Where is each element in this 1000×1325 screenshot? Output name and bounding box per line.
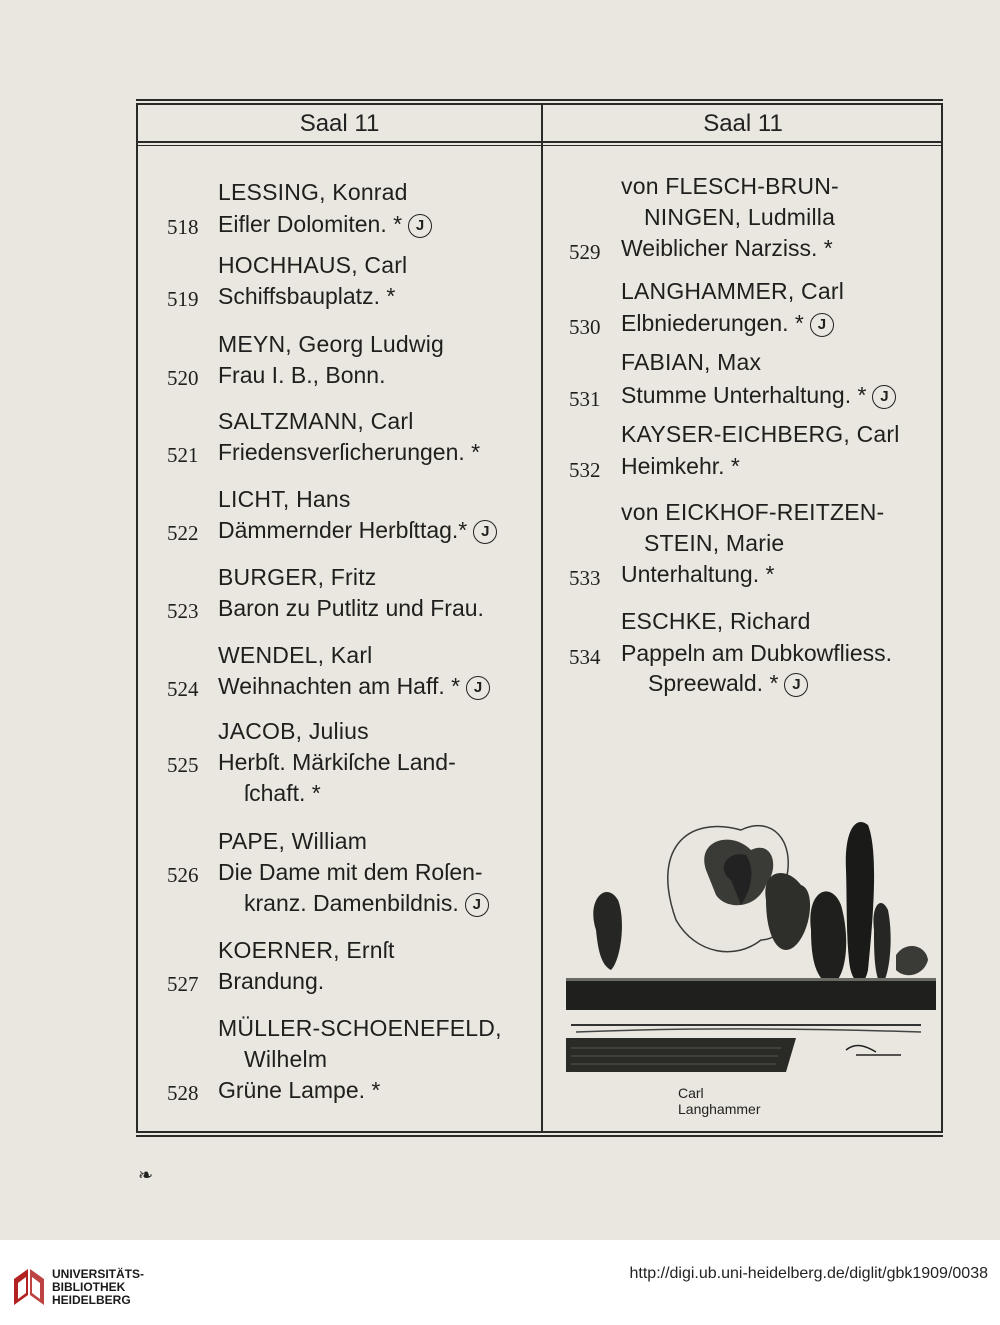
left-hall-heading: Saal 11 bbox=[299, 110, 380, 137]
j-mark-icon: J bbox=[466, 676, 490, 700]
poplar-tree bbox=[873, 903, 890, 985]
tree-crown bbox=[765, 873, 810, 950]
catalog-number: 520 bbox=[167, 366, 199, 390]
treeline-band bbox=[566, 980, 936, 1010]
artwork-title: Frau I. B., Bonn. bbox=[218, 362, 386, 388]
artwork-title: Herbſt. Märkiſche Land- bbox=[218, 749, 456, 775]
catalog-number: 529 bbox=[569, 240, 601, 264]
artist-signature-mark bbox=[846, 1046, 901, 1055]
landscape-illustration bbox=[556, 810, 936, 1080]
tree-left bbox=[593, 892, 622, 970]
catalog-number: 531 bbox=[569, 387, 601, 411]
artwork-title: Pappeln am Dubkowfliess. bbox=[621, 640, 893, 666]
artist-name: KAYSER-EICHBERG, Carl bbox=[621, 421, 900, 447]
artwork-title bbox=[621, 382, 896, 409]
catalog-number: 524 bbox=[167, 677, 199, 701]
catalog-number: 528 bbox=[167, 1081, 199, 1105]
illustration-ground bbox=[566, 978, 936, 1072]
artist-name: MÜLLER-SCHOENEFELD, bbox=[218, 1015, 502, 1041]
j-mark-icon: J bbox=[408, 214, 432, 238]
artwork-title bbox=[218, 211, 432, 238]
artist-name: MEYN, Georg Ludwig bbox=[218, 331, 445, 357]
header-rule bbox=[138, 141, 941, 143]
artist-name: ESCHKE, Richard bbox=[621, 608, 811, 634]
artwork-title bbox=[218, 673, 490, 700]
artist-name-continued: NINGEN, Ludmilla bbox=[644, 204, 836, 230]
header-rule-thin bbox=[138, 145, 941, 146]
catalog-number: 533 bbox=[569, 566, 601, 590]
catalog-number: 527 bbox=[167, 972, 199, 996]
catalog-number: 523 bbox=[167, 599, 199, 623]
artist-name: BURGER, Fritz bbox=[218, 564, 377, 590]
artwork-title-text: Eifler Dolomiten. * bbox=[218, 211, 403, 237]
artwork-title: Weiblicher Narziss. * bbox=[621, 235, 833, 261]
catalog-number: 521 bbox=[167, 443, 199, 467]
artwork-title-text: Elbniederungen. * bbox=[621, 310, 804, 336]
artwork-title-text: Stumme Unterhaltung. * bbox=[621, 382, 867, 408]
j-mark-icon: J bbox=[872, 385, 896, 409]
catalog-number: 525 bbox=[167, 753, 199, 777]
artist-name-continued: Wilhelm bbox=[244, 1046, 328, 1072]
artist-name: HOCHHAUS, Carl bbox=[218, 252, 408, 278]
bottom-rule bbox=[136, 1135, 943, 1137]
artist-name-continued: STEIN, Marie bbox=[644, 530, 785, 556]
artwork-title bbox=[621, 310, 834, 337]
j-mark-icon: J bbox=[784, 673, 808, 697]
artwork-title bbox=[218, 517, 497, 544]
catalog-table bbox=[136, 103, 943, 1133]
illustration-caption: Carl Langhammer bbox=[678, 1085, 761, 1117]
catalog-number: 534 bbox=[569, 645, 601, 669]
artwork-title: Brandung. bbox=[218, 968, 325, 994]
artwork-title: Die Dame mit dem Roſen- bbox=[218, 859, 483, 885]
water-line bbox=[576, 1029, 921, 1032]
ornament-icon: ❧ bbox=[138, 1165, 154, 1186]
library-name bbox=[52, 1268, 144, 1307]
artist-name: PAPE, William bbox=[218, 828, 368, 854]
artwork-title: Friedensverſicherungen. * bbox=[218, 439, 481, 465]
j-mark-icon: J bbox=[465, 893, 489, 917]
artwork-title-text: kranz. Damenbildnis. bbox=[244, 890, 459, 916]
column-divider bbox=[541, 105, 543, 1131]
artist-name: FABIAN, Max bbox=[621, 349, 762, 375]
foreground-field bbox=[566, 1038, 796, 1072]
library-line: HEIDELBERG bbox=[52, 1293, 131, 1307]
horizon bbox=[566, 978, 936, 981]
artist-name: KOERNER, Ernſt bbox=[218, 937, 395, 963]
artwork-title-text: Spreewald. * bbox=[648, 670, 779, 696]
artwork-title: Baron zu Putlitz und Frau. bbox=[218, 595, 484, 621]
artwork-title-continued: ſchaft. * bbox=[244, 780, 321, 806]
artist-name: WENDEL, Karl bbox=[218, 642, 373, 668]
artist-name: JACOB, Julius bbox=[218, 718, 369, 744]
library-line: UNIVERSITÄTS- bbox=[52, 1267, 145, 1281]
bush bbox=[896, 946, 928, 975]
artist-name: LICHT, Hans bbox=[218, 486, 351, 512]
artwork-title-continued bbox=[648, 670, 808, 697]
catalog-number: 518 bbox=[167, 215, 199, 239]
poplar-tree bbox=[810, 891, 846, 985]
artwork-title-continued bbox=[244, 890, 489, 917]
artwork-title: Heimkehr. * bbox=[621, 453, 740, 479]
right-hall-heading: Saal 11 bbox=[703, 110, 783, 137]
j-mark-icon: J bbox=[473, 520, 497, 544]
artwork-title: Schiffsbauplatz. * bbox=[218, 283, 396, 309]
catalog-number: 530 bbox=[569, 315, 601, 339]
artist-name: von FLESCH-BRUN- bbox=[621, 173, 839, 199]
university-logo-icon bbox=[10, 1265, 48, 1307]
catalog-number: 522 bbox=[167, 521, 199, 545]
top-rule bbox=[136, 99, 943, 101]
artist-name: LESSING, Konrad bbox=[218, 179, 408, 205]
illustration-sky-trees bbox=[593, 822, 928, 985]
catalog-number: 532 bbox=[569, 458, 601, 482]
j-mark-icon: J bbox=[810, 313, 834, 337]
source-url-link[interactable]: http://digi.ub.uni-heidelberg.de/diglit/gbk1909/0038 bbox=[629, 1265, 988, 1282]
artwork-title: Grüne Lampe. * bbox=[218, 1077, 381, 1103]
artwork-title: Unterhaltung. * bbox=[621, 561, 775, 587]
poplar-tall bbox=[846, 822, 874, 982]
artwork-title-text: Dämmernder Herbſttag.* bbox=[218, 517, 468, 543]
artist-name: SALTZMANN, Carl bbox=[218, 408, 414, 434]
library-line: BIBLIOTHEK bbox=[52, 1280, 126, 1294]
artist-name: LANGHAMMER, Carl bbox=[621, 278, 845, 304]
catalog-number: 519 bbox=[167, 287, 199, 311]
catalog-number: 526 bbox=[167, 863, 199, 887]
artist-name: von EICKHOF-REITZEN- bbox=[621, 499, 885, 525]
artwork-title-text: Weihnachten am Haff. * bbox=[218, 673, 461, 699]
